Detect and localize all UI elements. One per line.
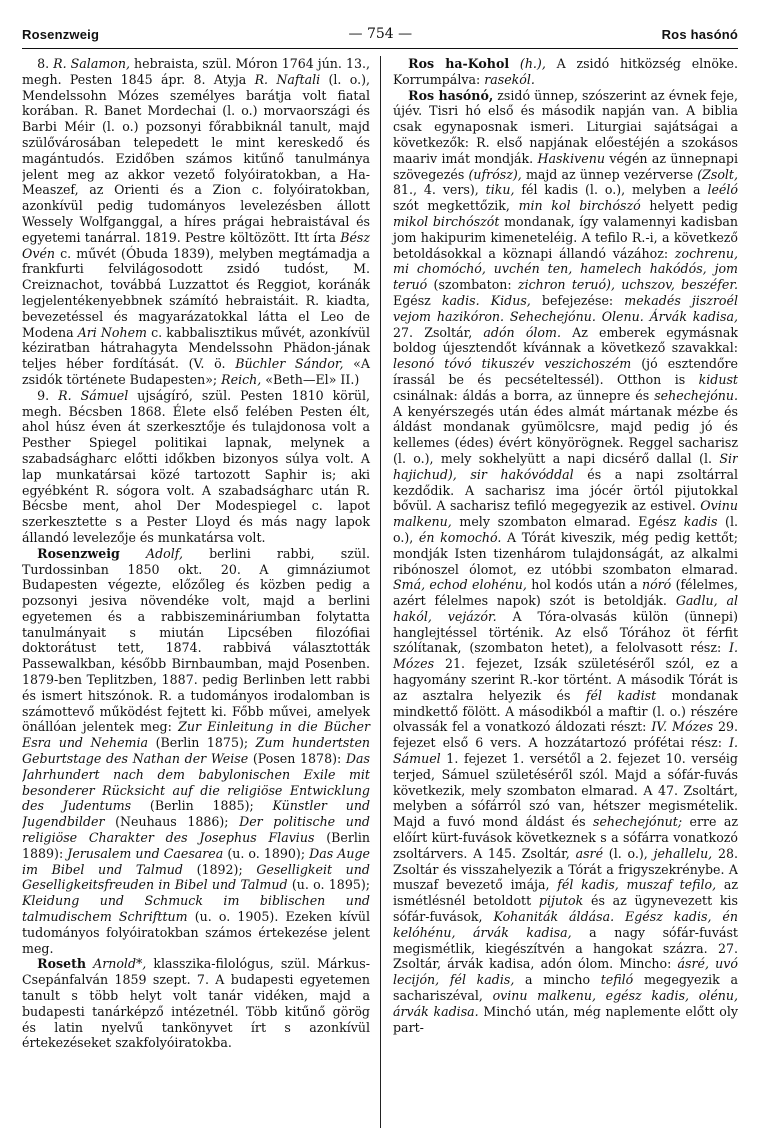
text-run: (1892); <box>182 861 257 877</box>
text-run: 1. fejezet 1. versétől a 2. fejezet 10. verséig terjed, Sámuel születéséről szól. Majd a sófár-fuvás következik, mely szombaton elmarad. A 47. Zsoltárt, melyben a sófárról szó van, hétszer megismételik. Majd a fuvó mond áldást és <box>393 751 738 830</box>
text-run: (Posen 1878): <box>248 751 346 767</box>
text-run: min kol birchószó <box>518 198 641 214</box>
text-run <box>457 467 471 482</box>
text-run: (u. o. 1890); <box>223 845 310 861</box>
text-columns <box>22 56 738 1128</box>
text-run: Das Auge im Bibel und Talmud <box>22 845 370 877</box>
text-run: Adolf, <box>145 545 183 561</box>
headword: Roseth <box>37 956 87 972</box>
text-run: és a napi zsoltárral kezdődik. A sacharisz ima jócér örtól pijutokkal bővül. A sacharisz tefiló megegyezik az estivel. <box>393 466 738 514</box>
text-run: erre az előírt kürt-fuvások következnek s a sófárra vonatkozó zsoltárvers. A 145. Zsoltár, <box>393 814 738 861</box>
text-run: (jó esztendőre írassál be és pecsételtessél). Otthon is <box>393 356 738 387</box>
text-run: «A zsidók története Budapesten»; <box>22 356 370 387</box>
text-run: (l. o.), <box>393 514 738 545</box>
text-run: helyett pedig <box>640 198 738 214</box>
text-run: (Neuhaus 1886); <box>104 814 240 830</box>
text-run: Künstler und Jugendbilder <box>22 798 371 830</box>
text-run: mely szombaton elmarad. Egész <box>451 514 684 530</box>
text-run: Kohaniták áldása. Egész kadis, én kelóhénu, árvák kadisa, <box>393 909 738 940</box>
text-run: A Tórát kiveszik, még pedig kettőt; mondják Isten tizenhárom tulajdonságát, az alkalmi ribónoszel ólomot, ez utóbbi szombaton elmarad. <box>393 529 738 577</box>
text-run: Der politische und religiöse Charakter des Josephus Flavius <box>22 814 370 846</box>
text-run: mondanak mindkettő fölött. A másodikból a maftir (l. o.) részére olvassák fel a vonatkozó áldozati részt: <box>393 687 738 735</box>
text-run: Jerusalem und Caesarea <box>67 845 224 861</box>
text-run: c. kabbalisztikus művét, azonkívül kéziratban hátrahagyta Mendelssohn Phädon-jának teljes héber fordítását. (V. ö. <box>22 324 370 372</box>
text-run: (félelmes, azért félelmes napok) szót is betoldják. <box>393 577 738 609</box>
text-run: Das Jahrhundert nach dem babylonischen Exile mit besonderer Rücksicht auf die religiöse Entwicklung des Judentums <box>22 751 370 814</box>
text-run: tiku, <box>485 182 515 198</box>
text-run: nóró <box>641 577 672 593</box>
text-run: 21. fejezet, Izsák születéséről szól, ez a hagyomány szerint R.-kor történt. A második Tórát is az asztalra helyezik és <box>393 656 738 703</box>
text-run: I. Mózes <box>393 640 738 672</box>
text-run: 9. <box>37 387 59 403</box>
header-right-headword: Ros hasónó <box>661 26 738 42</box>
text-run: sehechejónut; <box>592 814 683 830</box>
text-run: I. Sámuel <box>393 735 738 767</box>
text-run: lesonó tóvó tikuszév veszichoszém <box>393 356 632 372</box>
text-run: R. Naftali <box>254 71 321 87</box>
text-run: mekadés jiszroél vejom hazikóron. Sehechejónu. Olenu. Árvák kadisa, <box>393 292 738 324</box>
text-run: Kleidung und Schmuck im biblischen und talmudischem Schrifttum <box>22 893 370 925</box>
text-run: kadis <box>683 514 718 530</box>
text-run <box>120 546 146 561</box>
text-run: sir hakóvóddal <box>470 466 574 482</box>
text-run: leéló <box>707 182 738 198</box>
text-run: c. művét (Óbuda 1839), melyben megtámadja a frankfurti felvilágosodott zsidó tudóst, M. Creiznachot, továbbá Luzzattot és Reggiot, koránák legjelentékenyebbnek számító hebraistáit. R. kiadta, bevezetéssel és magyarázatokkal látta el Leo de Modena <box>22 245 370 340</box>
text-run: (u. o. 1905). Ezeken kívül tudományos folyóiratokban számos értekezése jelent meg. <box>22 909 370 956</box>
text-run: ujságíró, szül. Pesten 1810 körül, megh. Bécsben 1868. Élete első felében Pesten élt, ahol húsz éven át szerkesztője és tulajdonosa volt a Pesther Spiegel politikai lapnak, melynek a szabadságharc előtti időkben bizonyos súlya volt. A lap munkatársai közé tartozott Saphir is; aki egyébként R. sógora volt. A szabadságharc után R. Bécsbe ment, ahol Der Modespiegel c. lapot szerkesztette s a Pester Lloyd és más nagy lapok állandó levelezője és munkatársa volt. <box>22 387 370 545</box>
text-run: zichron teruó), <box>517 277 615 293</box>
text-run: 8. <box>37 56 54 71</box>
text-run: A kenyérszegés után édes almát mártanak mézbe és áldást mondanak gyümölcsre, majd pedig jó és kellemes (édes) évért könyörögnek. Reggel sacharisz (l. o.), mely sokhelyütt a napi dicsérő dallal (l. <box>393 403 738 466</box>
text-run: IV. Mózes <box>651 719 714 735</box>
text-run: Haskivenu <box>537 150 605 166</box>
running-header <box>22 20 738 49</box>
text-run: jehallelu, <box>653 845 713 861</box>
text-run: Geselligkeit und Geselligkeitsfreuden in Bibel und Talmud <box>22 861 370 893</box>
text-run: 27. Zsoltár, <box>393 324 484 340</box>
text-run: (l. o.), Mendelssohn Mózes személyes barátja volt fiatal korában. R. Banet Mordechai (l. o.) morvaországi és Barbi Méir (l. o.) pozsonyi főrabbiknál tanult, majd szülővárosában telepedett le mint kereskedő és magántudós. Ezidőben számos kitűnő tanulmánya jelent meg az akkor vezető folyóiratokban, a Ha-Measzef, az Orienti és a Zion c. folyóiratokban, azonkívül pedig tudományos levelezésben állott Wessely Wolfganggal, a híres prágai hebraistával és egyetemi tanárral. 1819. Pestre költözött. Itt írta <box>22 71 370 245</box>
text-run: hebraista, szül. Móron 1764 jún. 13., megh. Pesten 1845 ápr. 8. Atyja <box>22 56 370 87</box>
text-run: mondanak, így valamennyi kadisban jom hakipurim kimeneteléig. A tefilo R.-i, a következő betoldásokkal a köznapi állandó vázához: <box>393 213 738 261</box>
text-run: berlini rabbi, szül. Turdossinban 1850 okt. 20. A gimnáziumot Budapesten végezte, előzőleg és közben pedig a pozsonyi jesiva növendéke volt, majd a berlini egyetemen és a rabbiszemináriumban folytatta tanulmányait s miután Lipcsében filozófiai doktorátust tett, 1874. rabbivá választották Passewalkban, később Birnbaumban, majd Posenben. 1879-ben Teplitzben, 1887. pedig Berlinben lett rabbi és ismert hitszónok. R. a tudományos irodalomban is számottevő működést fejtett ki. Főbb művei, amelyek önállóan jelentek meg: <box>22 545 370 735</box>
text-run: Reich, <box>221 371 262 387</box>
text-run: (Berlin 1875); <box>148 735 256 751</box>
entry-paragraph <box>393 88 738 1036</box>
text-run <box>509 56 520 71</box>
text-run: 28. Zsoltár és visszahelyezik a Tórát a frigyszekrénybe. A muszaf bevezető imája, <box>393 845 738 893</box>
text-run: Egész <box>393 292 442 308</box>
left-column <box>22 56 380 1128</box>
text-run: 81., 4. vers), <box>393 182 486 198</box>
text-run: végén az ünnepnapi szövegezés <box>393 150 738 182</box>
text-run: az ismétlésnél betoldott <box>393 877 738 909</box>
text-run: (h.), <box>519 56 546 71</box>
text-run: majd az ünnep vezérverse <box>521 166 698 182</box>
header-left-headword: Rosenzweig <box>22 26 100 42</box>
text-run: (Berlin 1885); <box>131 798 273 814</box>
text-run: megegyezik a sachariszéval, <box>393 972 738 1004</box>
text-run: fél kadis (l. o.), melyben a <box>514 182 708 198</box>
text-run: R. Sámuel <box>58 387 129 403</box>
text-run: befejezése: <box>530 292 625 308</box>
text-run: a mincho <box>514 972 601 988</box>
headword: Ros ha-Kohol <box>408 56 510 71</box>
text-run: és az ügynevezett kis sófár-fuvások, <box>393 893 738 925</box>
entry-paragraph <box>393 56 738 88</box>
text-run: Minchó után, még naplemente előtt oly part- <box>393 1003 738 1035</box>
headword: Rosenzweig <box>37 545 120 561</box>
text-run: kidust <box>698 371 738 387</box>
text-run: Gadlu, al hakól, vejázór. <box>393 593 738 624</box>
text-run: Bész Ovén <box>22 229 370 261</box>
text-run: Zum hundertsten Geburtstage des Nathan der Weise <box>22 735 371 767</box>
text-run: (szombaton: <box>427 277 518 293</box>
text-run: (l. o.), <box>603 845 654 861</box>
text-run: Büchler Sándor, <box>235 356 344 372</box>
text-run: 29. fejezet első 6 vers. A hozzátartozó prófétai rész: <box>393 719 738 751</box>
text-run: Az emberek egymásnak boldog újesztendőt kívánnak a következő szavakkal: <box>393 324 738 356</box>
text-run: «Beth—El» II.) <box>261 371 360 387</box>
entry-paragraph <box>22 546 370 957</box>
text-run: uchszov, beszéfer. <box>621 277 738 293</box>
text-run: (u. o. 1895); <box>287 877 370 893</box>
text-run: hol kodós után a <box>526 577 642 593</box>
text-run: adón ólom. <box>483 324 561 340</box>
text-run: én komochó. <box>418 529 502 545</box>
text-run: sehechejónu. <box>654 387 738 403</box>
text-run: A Tóra-olvasás külön (ünnepi) hanglejtéssel történik. Az első Tórához öt férfit szólítanak, (szombaton hetet), a felolvasott rész: <box>393 608 738 656</box>
text-run: Zur Einleitung in die Bücher Esra und Nehemia <box>22 719 370 751</box>
text-run: ásré, uvó lecijón, fél kadis, <box>393 956 738 988</box>
text-run: Smá, echod elohénu, <box>393 577 527 593</box>
text-run: R. Salamon, <box>53 56 130 71</box>
text-run: tefiló <box>600 972 634 988</box>
text-run: klasszika-filológus, szül. Márkus-Csepánfalván 1859 szept. 7. A budapesti egyetemen tanult s több helyt volt tanár vidéken, majd a budapesti tanárképző intézetnél. Több kitűnő görög és latin nyelvű tankönyvet írt s azonkívül értekezéseket szakfolyóiratokba. <box>22 956 370 1051</box>
entry-paragraph <box>22 956 370 1051</box>
text-run: pijutok <box>538 893 584 909</box>
text-run: rasekól. <box>484 71 535 87</box>
text-run: szót megkettőzik, <box>393 198 519 214</box>
text-run: mikol birchószót <box>393 213 500 229</box>
text-run: zsidó ünnep, szószerint az évnek feje, újév. Tisri hó első és második napján van. A biblia csak egynaposnak ismeri. Liturgiai sajátságai a következők: R. első napjának előestéjén a szokásos maariv imát mondják. <box>393 87 738 166</box>
text-run: fél kadis, muszaf tefilo, <box>557 877 717 893</box>
text-run: asré <box>575 845 604 861</box>
text-run: (Zsolt, <box>697 166 738 182</box>
page-number: — 754 — <box>348 26 413 42</box>
entry-paragraph <box>22 56 370 388</box>
text-run: Ari Nohem <box>77 324 148 340</box>
right-column <box>380 56 738 1128</box>
text-run: Ovinu malkenu, <box>393 498 738 530</box>
text-run: A zsidó hitközség elnöke. Korrumpálva: <box>393 56 738 87</box>
text-run: Arnold*, <box>93 956 147 972</box>
text-run: Sir hajichud), <box>393 450 738 482</box>
text-run: (Berlin 1889): <box>22 830 371 861</box>
entry-paragraph <box>22 388 370 546</box>
text-run: (ufrósz), <box>468 166 522 182</box>
text-run: a nagy sófár-fuvást megismétlik, kiegészítvén a hangokat százra. 27. Zsoltár, árvák kadisa, adón ólom. Mincho: <box>393 924 738 972</box>
text-run: fél kadist <box>585 687 657 703</box>
text-run: zochrenu, mi chomóchó, uvchén ten, hamelech hakódós, jom teruó <box>393 245 738 293</box>
text-run: csinálnak: áldás a borra, az ünnepre és <box>393 387 655 403</box>
text-run: ovinu malkenu, egész kadis, olénu, árvák kadisa. <box>393 988 738 1019</box>
text-run: kadis. Kidus, <box>441 292 531 308</box>
headword: Ros hasónó, <box>408 87 494 103</box>
